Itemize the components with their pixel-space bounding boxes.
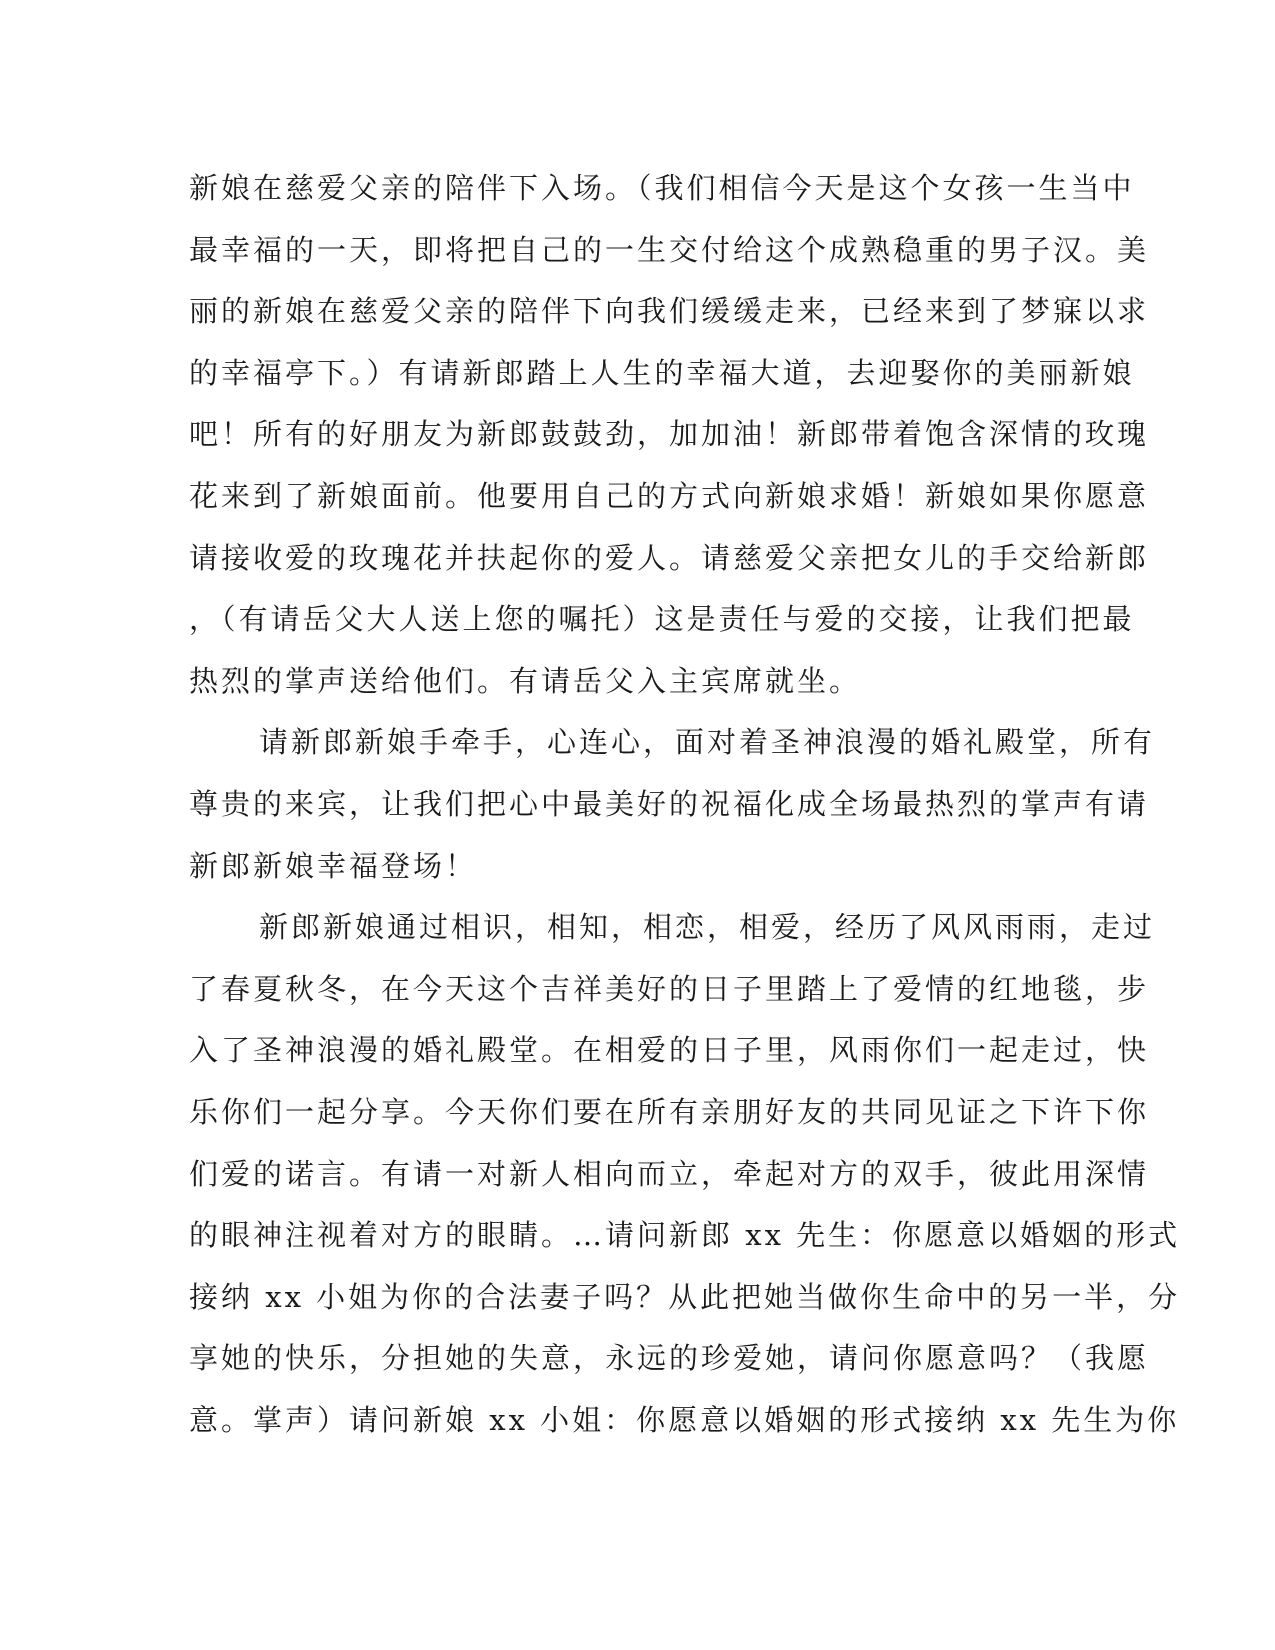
text-line: 接纳 xx 小姐为你的合法妻子吗？从此把她当做你生命中的另一半，分 — [189, 1279, 1181, 1314]
text-line: 新郎新娘幸福登场！ — [189, 848, 478, 883]
text-line: 最幸福的一天，即将把自己的一生交付给这个成熟稳重的男子汉。美 — [189, 232, 1150, 267]
paragraph-vows — [189, 897, 1181, 1451]
text-line: 热烈的掌声送给他们。有请岳父入主宾席就坐。 — [189, 663, 862, 698]
text-line: 的眼神注视着对方的眼睛。…请问新郎 xx 先生：你愿意以婚姻的形式 — [189, 1218, 1181, 1253]
text-line: 乐你们一起分享。今天你们要在所有亲朋好友的共同见证之下许下你 — [189, 1094, 1150, 1129]
text-line: 入了圣神浪漫的婚礼殿堂。在相爱的日子里，风雨你们一起走过，快 — [189, 1033, 1150, 1068]
text-line: 请接收爱的玫瑰花并扶起你的爱人。请慈爱父亲把女儿的手交给新郎 — [189, 540, 1150, 575]
paragraph-couple-entrance — [189, 712, 1156, 897]
text-line: ，（有请岳父大人送上您的嘱托）这是责任与爱的交接，让我们把最 — [189, 602, 1135, 637]
text-line: 吧！所有的好朋友为新郎鼓鼓劲，加加油！新郎带着饱含深情的玫瑰 — [189, 417, 1150, 452]
text-line: 们爱的诺言。有请一对新人相向而立，牵起对方的双手，彼此用深情 — [189, 1156, 1150, 1191]
text-line: 意。掌声）请问新娘 xx 小姐：你愿意以婚姻的形式接纳 xx 先生为你 — [189, 1402, 1180, 1437]
paragraph-bride-entrance — [189, 158, 1150, 712]
text-line: 请新郎新娘手牵手，心连心，面对着圣神浪漫的婚礼殿堂，所有 — [259, 725, 1156, 760]
text-line: 尊贵的来宾，让我们把心中最美好的祝福化成全场最热烈的掌声有请 — [189, 786, 1150, 821]
text-line: 了春夏秋冬，在今天这个吉祥美好的日子里踏上了爱情的红地毯，步 — [189, 971, 1150, 1006]
text-line: 新娘在慈爱父亲的陪伴下入场。（我们相信今天是这个女孩一生当中 — [189, 171, 1135, 205]
text-line: 享她的快乐，分担她的失意，永远的珍爱她，请问你愿意吗？（我愿 — [189, 1341, 1150, 1376]
text-line: 丽的新娘在慈爱父亲的陪伴下向我们缓缓走来，已经来到了梦寐以求 — [189, 294, 1150, 329]
text-line: 花来到了新娘面前。他要用自己的方式向新娘求婚！新娘如果你愿意 — [189, 478, 1150, 513]
text-line: 的幸福亭下。）有请新郎踏上人生的幸福大道，去迎娶你的美丽新娘 — [189, 355, 1135, 390]
text-line: 新郎新娘通过相识，相知，相恋，相爱，经历了风风雨雨，走过 — [259, 910, 1156, 945]
document-body — [189, 158, 1181, 1451]
